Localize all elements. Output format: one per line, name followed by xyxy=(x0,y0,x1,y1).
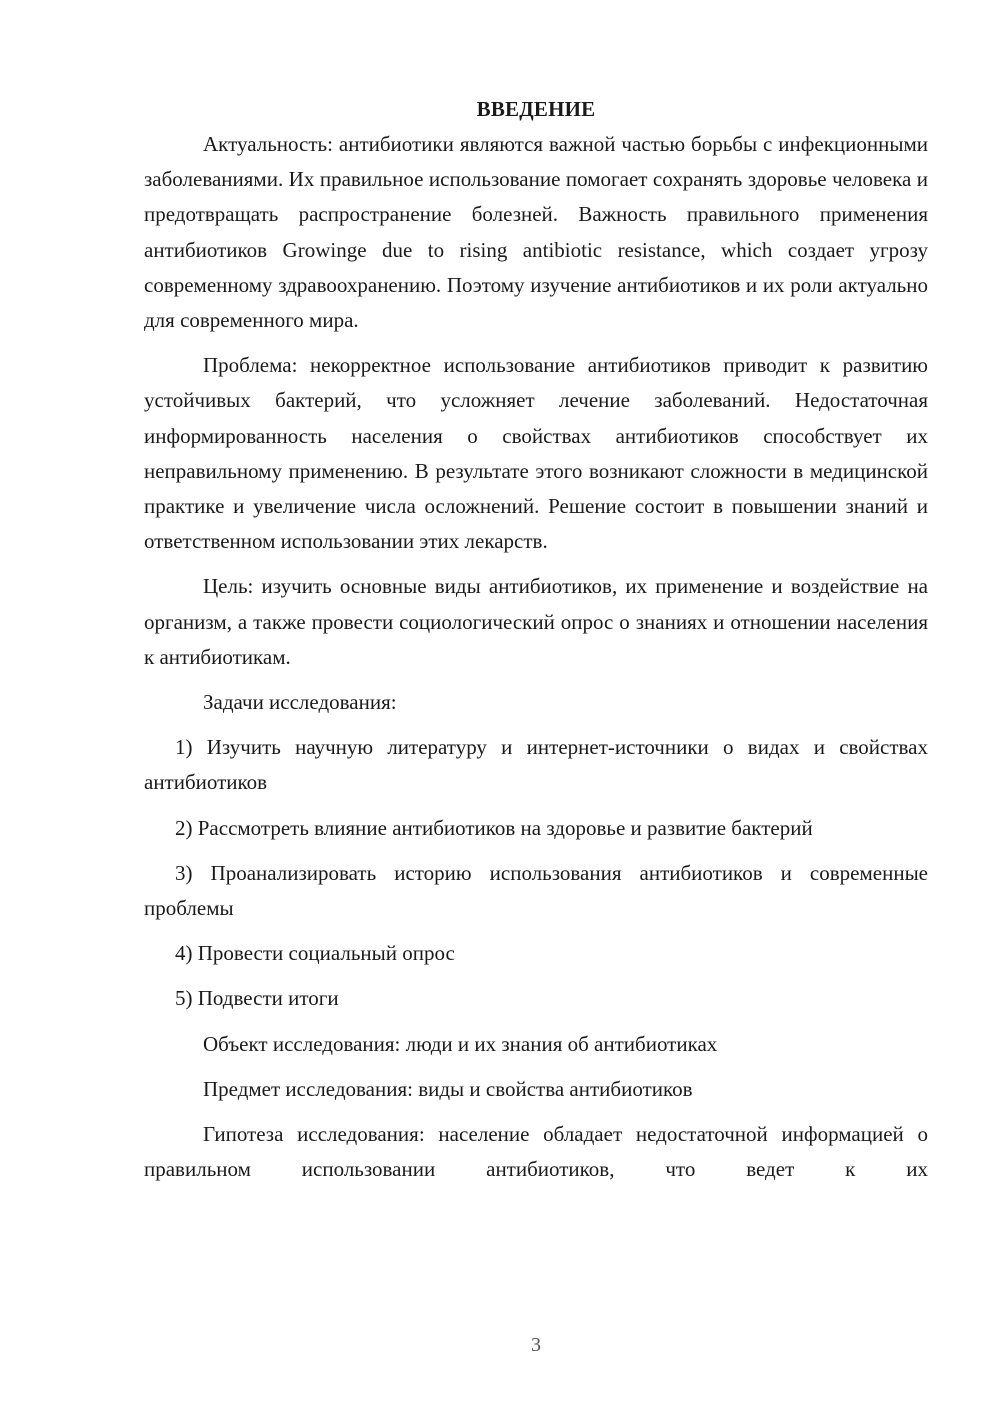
paragraph-relevance: Актуальность: антибиотики являются важной частью борьбы с инфекционными заболеваниями. Их правильное использование помогает сохранять здоровье человека и предотвращать распространение болезней. Важность правильного применения антибиотиков Growinge due to rising antibiotic resistance, which создает угрозу современному здравоохранению. Поэтому изучение антибиотиков и их роли актуально для современного мира. xyxy=(144,132,928,333)
page-number: 3 xyxy=(531,1334,541,1356)
research-subject: Предмет исследования: виды и свойства антибиотиков xyxy=(203,1076,693,1101)
task-item-2: 2) Рассмотреть влияние антибиотиков на здоровье и развитие бактерий xyxy=(175,815,813,840)
task-item-4: 4) Провести социальный опрос xyxy=(175,941,455,966)
task-item-1: 1) Изучить научную литературу и интернет-источники о видах и свойствах антибиотиков xyxy=(144,735,928,795)
document-page xyxy=(144,92,928,1197)
research-object: Объект исследования: люди и их знания об антибиотиках xyxy=(203,1031,718,1056)
tasks-title: Задачи исследования: xyxy=(203,690,397,715)
section-heading: ВВЕДЕНИЕ xyxy=(476,97,596,121)
paragraph-problem: Проблема: некорректное использование антибиотиков приводит к развитию устойчивых бактерий, что усложняет лечение заболеваний. Недостаточная информированность населения о свойствах антибиотиков способствует их неправильному применению. В результате этого возникают сложности в медицинской практике и увеличение числа осложнений. Решение состоит в повышении знаний и ответственном использовании этих лекарств. xyxy=(144,353,928,554)
task-item-3: 3) Проанализировать историю использования антибиотиков и современные проблемы xyxy=(144,860,928,921)
task-item-5: 5) Подвести итоги xyxy=(175,986,339,1011)
paragraph-hypothesis: Гипотеза исследования: население обладает недостаточной информацией о правильном использовании антибиотиков, что ведет к их xyxy=(144,1122,928,1182)
paragraph-goal: Цель: изучить основные виды антибиотиков, их применение и воздействие на организм, а также провести социологический опрос о знаниях и отношении населения к антибиотикам. xyxy=(144,574,928,669)
